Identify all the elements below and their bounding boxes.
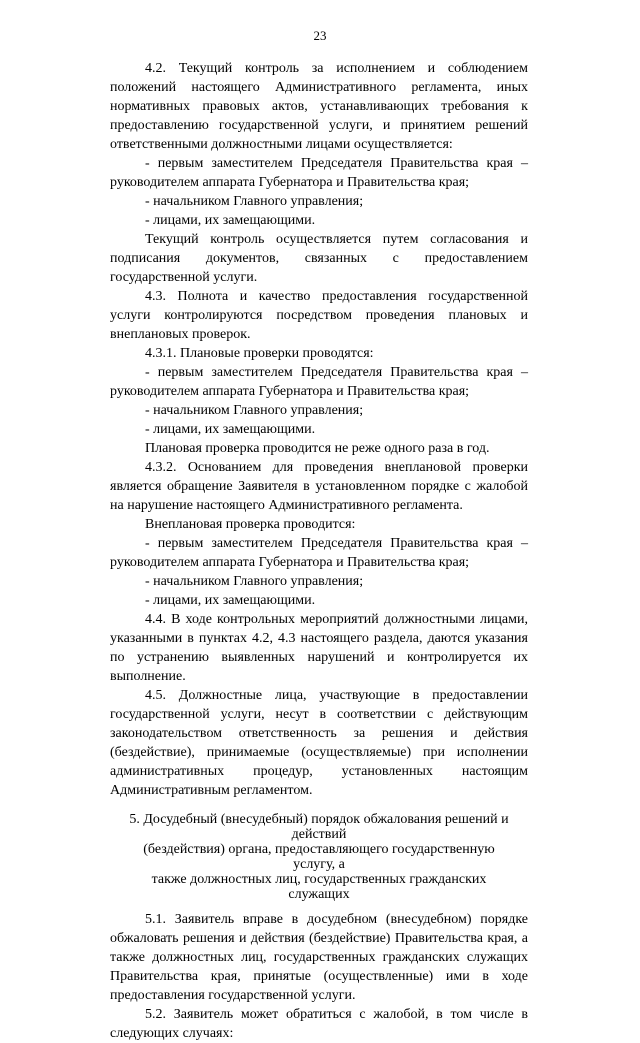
document-body (110, 59, 528, 1043)
paragraph: - лицами, их замещающими. (145, 422, 316, 437)
paragraph: 4.3.2. Основанием для проведения внеплановой проверки является обращение Заявителя в установленном порядке с жалобой на нарушение настоящего Административного регламента. (110, 460, 528, 513)
paragraph: 5.1. Заявитель вправе в досудебном (внесудебном) порядке обжаловать решения и действия (бездействие) Правительства края, а также должностных лиц, государственных гражданских служащих Правительства края, принятые (осуществленные) ими в ходе предоставления государственной услуги. (110, 912, 528, 1003)
section-heading-line: также должностных лиц, государственных гражданских служащих (151, 872, 487, 902)
paragraph: Плановая проверка проводится не реже одного раза в год. (145, 441, 490, 456)
paragraph: - первым заместителем Председателя Правительства края – руководителем аппарата Губернатора и Правительства края; (110, 156, 528, 190)
paragraph: - лицами, их замещающими. (145, 213, 316, 228)
paragraph: 4.3.1. Плановые проверки проводятся: (145, 346, 374, 361)
section-heading-line: (бездействия) органа, предоставляющего государственную услугу, а (143, 842, 495, 872)
paragraph: Текущий контроль осуществляется путем согласования и подписания документов, связанных с предоставлением государственной услуги. (110, 232, 528, 285)
paragraph: - первым заместителем Председателя Правительства края – руководителем аппарата Губернатора и Правительства края; (110, 365, 528, 399)
page-number: 23 (313, 28, 327, 43)
section-heading-line: 5. Досудебный (внесудебный) порядок обжалования решений и действий (129, 812, 509, 842)
paragraph: Внеплановая проверка проводится: (145, 517, 356, 532)
paragraph: 4.5. Должностные лица, участвующие в предоставлении государственной услуги, несут в соответствии с действующим законодательством ответственность за решения и действия (бездействие), принимаемые (осуществляемые) при исполнении административных процедур, установленных настоящим Административным регламентом. (110, 688, 528, 798)
paragraph: 5.2. Заявитель может обратиться с жалобой, в том числе в следующих случаях: (110, 1007, 528, 1041)
paragraph: - первым заместителем Председателя Правительства края – руководителем аппарата Губернатора и Правительства края; (110, 536, 528, 570)
paragraph: 4.2. Текущий контроль за исполнением и соблюдением положений настоящего Административного регламента, иных нормативных правовых актов, устанавливающих требования к предоставлению государственной услуги, и принятием решений ответственными должностными лицами осуществляется: (110, 61, 528, 152)
paragraph: 4.3. Полнота и качество предоставления государственной услуги контролируются посредством проведения плановых и внеплановых проверок. (110, 289, 528, 342)
section-heading (110, 812, 528, 902)
paragraph: - лицами, их замещающими. (145, 593, 316, 608)
paragraph: - начальником Главного управления; (145, 403, 364, 418)
paragraph: - начальником Главного управления; (145, 194, 364, 209)
paragraph: - начальником Главного управления; (145, 574, 364, 589)
paragraph: 4.4. В ходе контрольных мероприятий должностными лицами, указанными в пунктах 4.2, 4.3 настоящего раздела, даются указания по устранению выявленных нарушений и контролируется их выполнение. (110, 612, 528, 684)
